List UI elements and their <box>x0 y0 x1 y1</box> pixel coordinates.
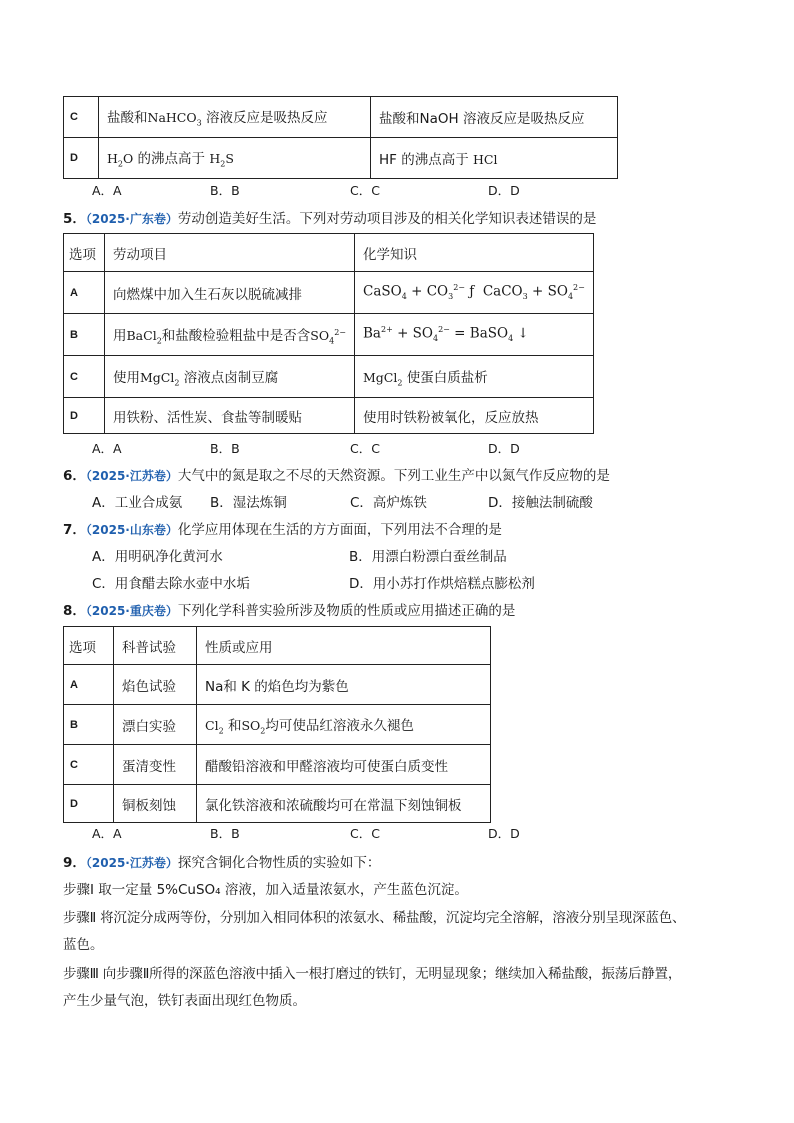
q5-option-c[interactable]: C．C <box>350 441 380 456</box>
q6-number: 6． <box>63 468 86 484</box>
q8-row-d-prop: 氯化铁溶液和浓硫酸均可在常温下刻蚀铜板 <box>197 785 491 823</box>
q8-row-b-exp: 漂白实验 <box>114 705 197 745</box>
q9-number: 9． <box>63 855 86 871</box>
q4-option-d[interactable]: D．D <box>488 183 520 198</box>
q5-source-tag: （2025·广东卷） <box>85 212 178 226</box>
q8-row-d-exp: 铜板刻蚀 <box>114 785 197 823</box>
q4-row-c-left: 盐酸和NaHCO$_3$ 溶液反应是吸热反应 <box>99 97 371 138</box>
q8-row-a-key: A <box>64 665 114 705</box>
q8-row-a-prop: Na和 K 的焰色均为紫色 <box>197 665 491 705</box>
q6-options <box>92 491 593 511</box>
q4-options <box>92 181 520 199</box>
q4-option-c[interactable]: C．C <box>350 183 380 198</box>
q5-number: 5． <box>63 211 86 227</box>
q6-source-tag: （2025·江苏卷） <box>85 469 178 483</box>
q9-heading <box>63 851 380 871</box>
q5-row-b-key: B <box>64 314 105 356</box>
q8-row-d-key: D <box>64 785 114 823</box>
q9-source-tag: （2025·江苏卷） <box>85 856 178 870</box>
q6-option-c[interactable]: C．高炉炼铁 <box>350 495 427 511</box>
q9-step-3-line-1: 步骤Ⅲ 向步骤Ⅱ所得的深蓝色溶液中插入一根打磨过的铁钉，无明显现象；继续加入稀盐酸，振荡后静置， <box>63 966 682 982</box>
q4-row-d-key: D <box>64 138 99 179</box>
q8-option-d[interactable]: D．D <box>488 826 520 841</box>
q8-table <box>63 626 491 823</box>
q5-row-b-knowledge: $Ba^{2+} + SO_4^{2-}$ = BaSO$_4$ ↓ <box>355 314 594 356</box>
q7-option-d[interactable]: D．用小苏打作烘焙糕点膨松剂 <box>349 576 535 592</box>
q5-option-d[interactable]: D．D <box>488 441 520 456</box>
q8-stem: 下列化学科普实验所涉及物质的性质或应用描述正确的是 <box>177 603 516 619</box>
q8-row-a-exp: 焰色试验 <box>114 665 197 705</box>
q8-option-a[interactable]: A．A <box>92 826 122 841</box>
q8-row-c-exp: 蛋清变性 <box>114 745 197 785</box>
q6-option-b[interactable]: B．湿法炼铜 <box>210 495 287 511</box>
q6-heading <box>63 464 610 484</box>
q5-row-a-knowledge: CaSO$_4$ + $CO_3^{2-}$ ƒ CaCO$_3$ + $SO_4^{2-}$ <box>355 272 594 314</box>
q5-row-b-item: 用BaCl$_2$和盐酸检验粗盐中是否含$SO_4^{2-}$ <box>105 314 355 356</box>
q8-source-tag: （2025·重庆卷） <box>85 604 178 618</box>
q8-row-c-key: C <box>64 745 114 785</box>
q8-option-b[interactable]: B．B <box>210 826 240 841</box>
q4-option-b[interactable]: B．B <box>210 183 240 198</box>
q8-row-b-key: B <box>64 705 114 745</box>
q7-option-c[interactable]: C．用食醋去除水壶中水垢 <box>92 576 250 592</box>
q4-row-c-right: 盐酸和NaOH 溶液反应是吸热反应 <box>371 97 618 138</box>
q8-header-prop: 性质或应用 <box>197 627 491 665</box>
q5-row-d-key: D <box>64 398 105 434</box>
q8-row-b-prop: $Cl_2$ 和$SO_2$均可使品红溶液永久褪色 <box>197 705 491 745</box>
q5-row-a-item: 向燃煤中加入生石灰以脱硫减排 <box>105 272 355 314</box>
q7-number: 7． <box>63 522 86 538</box>
q9-step-3-line-2: 产生少量气泡，铁钉表面出现红色物质。 <box>63 993 306 1009</box>
q5-row-c-key: C <box>64 356 105 398</box>
q4-row-d-right: HF 的沸点高于 HCl <box>371 138 618 179</box>
q4-option-a[interactable]: A．A <box>92 183 122 198</box>
q5-header-option: 选项 <box>64 234 105 272</box>
q5-heading <box>63 207 596 227</box>
q5-header-knowledge: 化学知识 <box>355 234 594 272</box>
q5-header-item: 劳动项目 <box>105 234 355 272</box>
q6-option-d[interactable]: D．接触法制硫酸 <box>488 495 593 511</box>
q9-step-1: 步骤Ⅰ 取一定量 5%CuSO₄ 溶液，加入适量浓氨水，产生蓝色沉淀。 <box>63 882 468 898</box>
q6-stem: 大气中的氮是取之不尽的天然资源。下列工业生产中以氮气作反应物的是 <box>177 468 610 484</box>
q8-option-c[interactable]: C．C <box>350 826 380 841</box>
q5-row-d-item: 用铁粉、活性炭、食盐等制暖贴 <box>105 398 355 434</box>
q5-row-c-knowledge: MgCl$_2$ 使蛋白质盐析 <box>355 356 594 398</box>
q8-header-exp: 科普试验 <box>114 627 197 665</box>
q5-row-a-key: A <box>64 272 105 314</box>
q8-row-c-prop: 醋酸铅溶液和甲醛溶液均可使蛋白质变性 <box>197 745 491 785</box>
q4-table <box>63 96 618 179</box>
q5-option-b[interactable]: B．B <box>210 441 240 456</box>
q7-stem: 化学应用体现在生活的方方面面，下列用法不合理的是 <box>177 522 502 538</box>
q9-step-2-line-2: 蓝色。 <box>63 937 104 953</box>
q6-option-a[interactable]: A．工业合成氨 <box>92 495 183 511</box>
q7-option-a[interactable]: A．用明矾净化黄河水 <box>92 549 223 565</box>
q5-row-c-item: 使用MgCl$_2$ 溶液点卤制豆腐 <box>105 356 355 398</box>
q5-row-d-knowledge: 使用时铁粉被氧化，反应放热 <box>355 398 594 434</box>
q8-header-option: 选项 <box>64 627 114 665</box>
q8-heading <box>63 599 515 619</box>
q7-heading <box>63 518 502 538</box>
q5-stem: 劳动创造美好生活。下列对劳动项目涉及的相关化学知识表述错误的是 <box>177 211 597 227</box>
q9-stem: 探究含铜化合物性质的实验如下： <box>177 855 381 871</box>
q9-step-2-line-1: 步骤Ⅱ 将沉淀分成两等份，分别加入相同体积的浓氨水、稀盐酸，沉淀均完全溶解，溶液分别呈现深蓝色、 <box>63 910 686 926</box>
q5-options <box>92 439 520 457</box>
q8-options <box>92 824 520 842</box>
q7-source-tag: （2025·山东卷） <box>85 523 178 537</box>
q5-table <box>63 233 594 434</box>
q8-number: 8． <box>63 603 86 619</box>
q5-option-a[interactable]: A．A <box>92 441 122 456</box>
q4-row-d-left: $H_2O$ 的沸点高于 $H_2S$ <box>99 138 371 179</box>
q4-row-c-key: C <box>64 97 99 138</box>
q7-option-b[interactable]: B．用漂白粉漂白蚕丝制品 <box>349 549 507 565</box>
